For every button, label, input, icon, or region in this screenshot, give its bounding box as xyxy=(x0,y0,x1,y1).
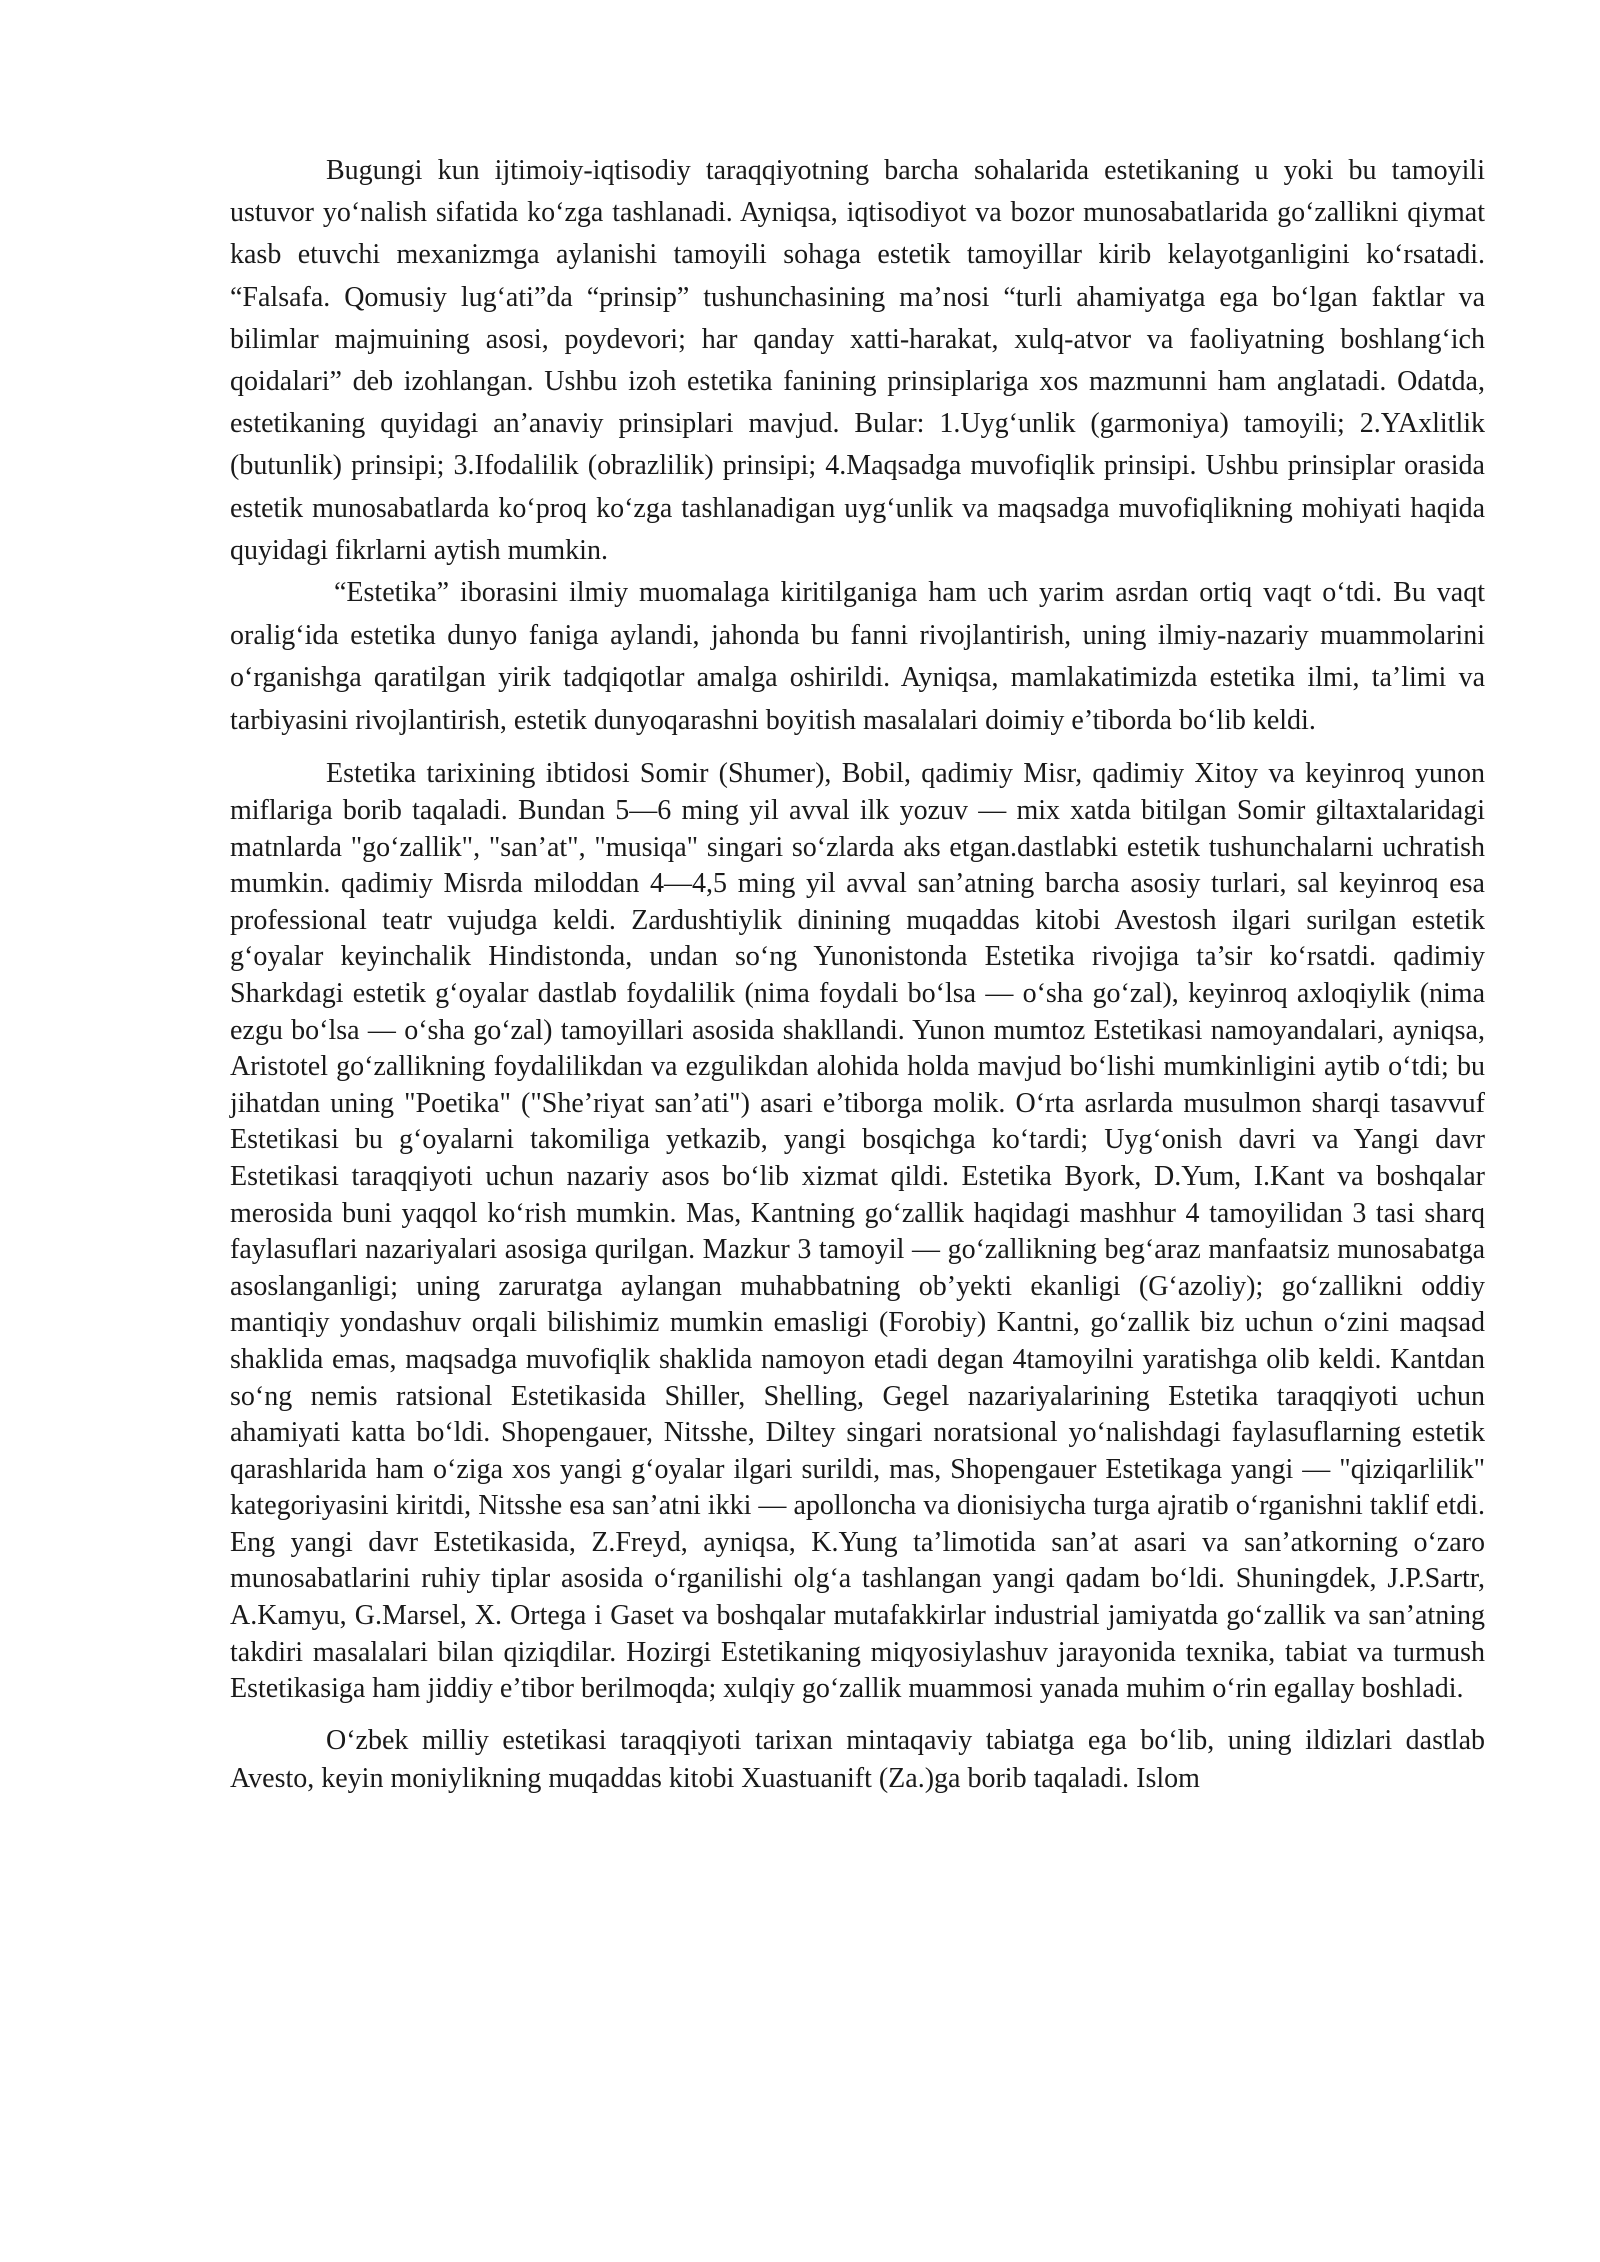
paragraph-principles: Bugungi kun ijtimoiy-iqtisodiy taraqqiyotning barcha sohalarida estetikaning u yoki bu tamoyili ustuvor yo‘nalish sifatida ko‘zga tashlanadi. Ayniqsa, iqtisodiyot va bozor munosabatlarida go‘zallikni qiymat kasb etuvchi mexanizmga aylanishi tamoyili sohaga estetik tamoyillar kirib kelayotganligini ko‘rsatadi. “Falsafa. Qomusiy lug‘ati”da “prinsip” tushunchasining ma’nosi “turli ahamiyatga ega bo‘lgan faktlar va bilimlar majmuining asosi, poydevori; har qanday xatti-harakat, xulq-atvor va faoliyatning boshlang‘ich qoidalari” deb izohlangan. Ushbu izoh estetika fanining prinsiplariga xos mazmunni ham anglatadi. Odatda, estetikaning quyidagi an’anaviy prinsiplari mavjud. Bular: 1.Uyg‘unlik (garmoniya) tamoyili; 2.YAxlitlik (butunlik) prinsipi; 3.Ifodalilik (obrazlilik) prinsipi; 4.Maqsadga muvofiqlik prinsipi. Ushbu prinsiplar orasida estetik munosabatlarda ko‘proq ko‘zga tashlanadigan uyg‘unlik va maqsadga muvofiqlikning mohiyati haqida quyidagi fikrlarni aytish mumkin. xyxy=(230,155,1485,566)
paragraph-estetika-history: Estetika tarixining ibtidosi Somir (Shumer), Bobil, qadimiy Misr, qadimiy Xitoy va keyinroq yunon miflariga borib taqaladi. Bundan 5—6 ming yil avval ilk yozuv — mix xatda bitilgan Somir giltaxtalaridagi matnlarda "go‘zallik", "san’at", "musiqa" singari so‘zlarda aks etgan.dastlabki estetik tushunchalarni uchratish mumkin. qadimiy Misrda miloddan 4—4,5 ming yil avval san’atning barcha asosiy turlari, sal keyinroq esa professional teatr vujudga keldi. Zardushtiylik dinining muqaddas kitobi Avestosh ilgari surilgan estetik g‘oyalar keyinchalik Hindistonda, undan so‘ng Yunonistonda Estetika rivojiga ta’sir ko‘rsatdi. qadimiy Sharkdagi estetik g‘oyalar dastlab foydalilik (nima foydali bo‘lsa — o‘sha go‘zal), keyinroq axloqiylik (nima ezgu bo‘lsa — o‘sha go‘zal) tamoyillari asosida shakllandi. Yunon mumtoz Estetikasi namoyandalari, ayniqsa, Aristotel go‘zallikning foydalilikdan va ezgulikdan alohida holda mavjud bo‘lishi mumkinligini aytib o‘tdi; bu jihatdan uning "Poetika" ("She’riyat san’ati") asari e’tiborga molik. O‘rta asrlarda musulmon sharqi tasavvuf Estetikasi bu g‘oyalarni takomiliga yetkazib, yangi bosqichga ko‘tardi; Uyg‘onish davri va Yangi davr Estetikasi taraqqiyoti uchun nazariy asos bo‘lib xizmat qildi. Estetika Byork, D.Yum, I.Kant va boshqalar merosida buni yaqqol ko‘rish mumkin. Mas, Kantning go‘zallik haqidagi mashhur 4 tamoyilidan 3 tasi sharq faylasuflari nazariyalari asosiga qurilgan. Mazkur 3 tamoyil — go‘zallikning beg‘araz manfaatsiz munosabatga asoslanganligi; uning zaruratga aylangan muhabbatning ob’yekti ekanligi (G‘azoliy); go‘zallikni oddiy mantiqiy yondashuv orqali bilishimiz mumkin emasligi (Forobiy) Kantni, go‘zallik biz uchun o‘zini maqsad shaklida emas, maqsadga muvofiqlik shaklida namoyon etadi degan 4tamoyilni yaratishga olib keldi. Kantdan so‘ng nemis ratsional Estetikasida Shiller, Shelling, Gegel nazariyalarining Estetika taraqqiyoti uchun ahamiyati katta bo‘ldi. Shopengauer, Nitsshe, Diltey singari noratsional yo‘nalishdagi faylasuflarning estetik qarashlarida ham o‘ziga xos yangi g‘oyalar ilgari surildi, mas, Shopengauer Estetikaga yangi — "qiziqarlilik" kategoriyasini kiritdi, Nitsshe esa san’atni ikki — apolloncha va dionisiycha turga ajratib o‘rganishni taklif etdi. Eng yangi davr Estetikasida, Z.Freyd, ayniqsa, K.Yung ta’limotida san’at asari va san’atkorning o‘zaro munosabatlarini ruhiy tiplar asosida o‘rganilishi olg‘a tashlangan yangi qadam bo‘ldi. Shuningdek, J.P.Sartr, A.Kamyu, G.Marsel, X. Ortega i Gaset va boshqalar mutafakkirlar industrial jamiyatda go‘zallik va san’atning takdiri masalalari bilan qiziqdilar. Hozirgi Estetikaning miqyosiylashuv jarayonida texnika, tabiat va turmush Estetikasiga ham jiddiy e’tibor berilmoqda; xulqiy go‘zallik muammosi yanada muhim o‘rin egallay boshladi. xyxy=(230,758,1485,1705)
document-body xyxy=(230,150,1485,1798)
paragraph-uzbek-estetika: O‘zbek milliy estetikasi taraqqiyoti tarixan mintaqaviy tabiatga ega bo‘lib, uning ildizlari dastlab Avesto, keyin moniylikning muqaddas kitobi Xuastuanift (Za.)ga borib taqaladi. Islom xyxy=(230,1724,1485,1794)
paragraph-estetika-term: “Estetika” iborasini ilmiy muomalaga kiritilganiga ham uch yarim asrdan ortiq vaqt o‘tdi. Bu vaqt oralig‘ida estetika dunyo faniga aylandi, jahonda bu fanni rivojlantirish, uning ilmiy-nazariy muammolarini o‘rganishga qaratilgan yirik tadqiqotlar amalga oshirildi. Ayniqsa, mamlakatimizda estetika ilmi, ta’limi va tarbiyasini rivojlantirish, estetik dunyoqarashni boyitish masalalari doimiy e’tiborda bo‘lib keldi. xyxy=(230,577,1485,736)
